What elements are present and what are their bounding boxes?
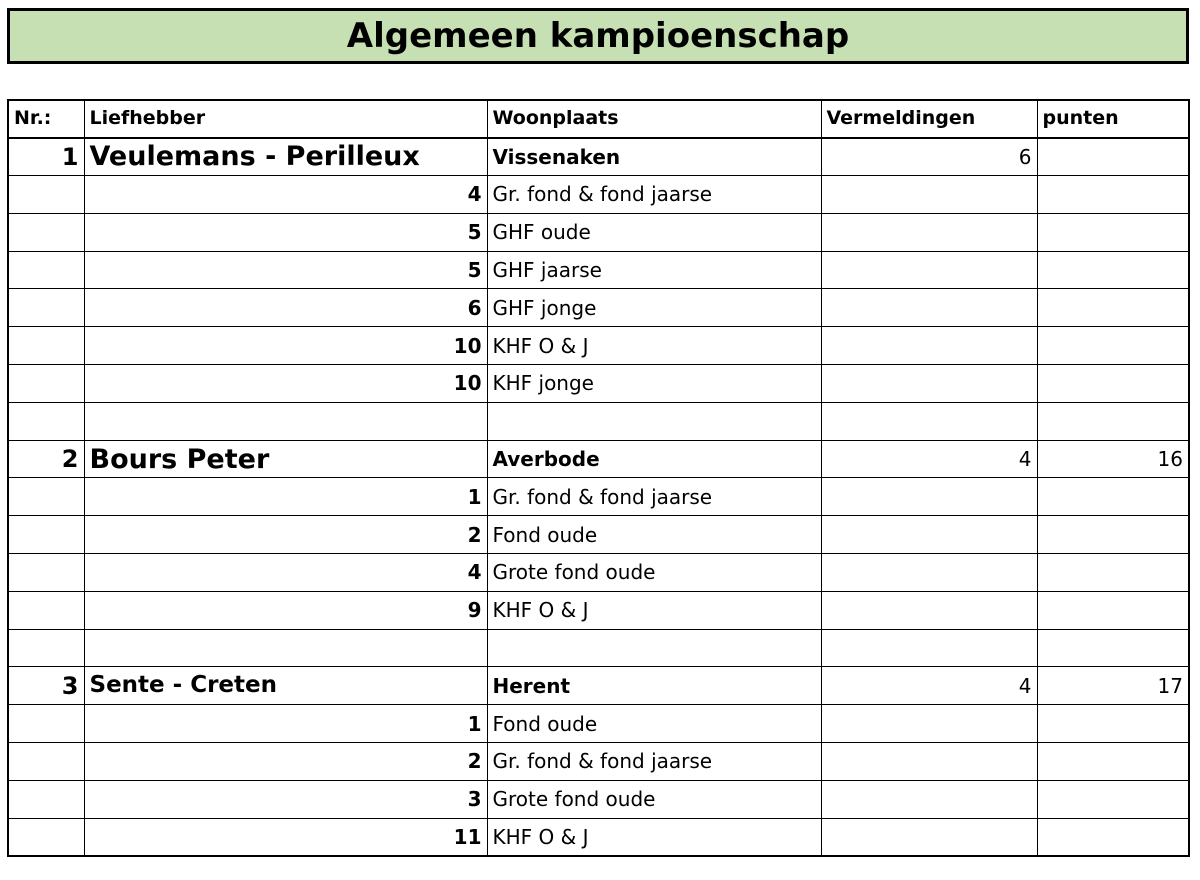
result-row (8, 289, 1189, 327)
result-race: GHF jonge (487, 289, 821, 327)
result-row (8, 780, 1189, 818)
result-row (8, 554, 1189, 592)
header-vermeldingen: Vermeldingen (821, 100, 1037, 138)
entry-woonplaats: Vissenaken (487, 138, 821, 176)
result-row (8, 327, 1189, 365)
result-row (8, 516, 1189, 554)
header-nr: Nr.: (8, 100, 84, 138)
result-place: 2 (84, 516, 487, 554)
result-place: 5 (84, 213, 487, 251)
entry-nr: 2 (8, 440, 84, 478)
spacer-row (8, 402, 1189, 440)
entry-row (8, 440, 1189, 478)
result-race: KHF O & J (487, 327, 821, 365)
result-race: GHF oude (487, 213, 821, 251)
result-race: Grote fond oude (487, 780, 821, 818)
result-place: 4 (84, 554, 487, 592)
result-row (8, 365, 1189, 403)
table-header-row (8, 100, 1189, 138)
entry-punten: 17 (1037, 667, 1189, 705)
entry-row (8, 138, 1189, 176)
entry-name: Bours Peter (84, 440, 487, 478)
entry-punten (1037, 138, 1189, 176)
entry-row (8, 667, 1189, 705)
page-title: Algemeen kampioenschap (7, 8, 1189, 64)
result-place: 10 (84, 365, 487, 403)
result-race: Fond oude (487, 516, 821, 554)
result-place: 1 (84, 478, 487, 516)
spacer-row (8, 629, 1189, 667)
result-race: Grote fond oude (487, 554, 821, 592)
header-liefhebber: Liefhebber (84, 100, 487, 138)
result-place: 11 (84, 818, 487, 856)
entry-punten: 16 (1037, 440, 1189, 478)
result-row (8, 176, 1189, 214)
result-row (8, 743, 1189, 781)
result-place: 5 (84, 251, 487, 289)
entry-vermeldingen: 6 (821, 138, 1037, 176)
result-row (8, 591, 1189, 629)
result-race: Gr. fond & fond jaarse (487, 743, 821, 781)
result-place: 9 (84, 591, 487, 629)
result-row (8, 251, 1189, 289)
result-place: 4 (84, 176, 487, 214)
header-woonplaats: Woonplaats (487, 100, 821, 138)
result-place: 1 (84, 705, 487, 743)
result-race: GHF jaarse (487, 251, 821, 289)
header-punten: punten (1037, 100, 1189, 138)
championship-table (7, 99, 1190, 857)
result-place: 10 (84, 327, 487, 365)
result-row (8, 818, 1189, 856)
entry-woonplaats: Averbode (487, 440, 821, 478)
result-race: KHF jonge (487, 365, 821, 403)
entry-vermeldingen: 4 (821, 667, 1037, 705)
result-race: KHF O & J (487, 591, 821, 629)
entry-woonplaats: Herent (487, 667, 821, 705)
result-row (8, 478, 1189, 516)
result-place: 3 (84, 780, 487, 818)
entry-name: Sente - Creten (84, 667, 487, 705)
result-race: Gr. fond & fond jaarse (487, 478, 821, 516)
result-race: KHF O & J (487, 818, 821, 856)
entry-nr: 1 (8, 138, 84, 176)
result-place: 6 (84, 289, 487, 327)
entry-nr: 3 (8, 667, 84, 705)
result-race: Fond oude (487, 705, 821, 743)
result-place: 2 (84, 743, 487, 781)
result-row (8, 213, 1189, 251)
result-race: Gr. fond & fond jaarse (487, 176, 821, 214)
entry-vermeldingen: 4 (821, 440, 1037, 478)
entry-name: Veulemans - Perilleux (84, 138, 487, 176)
result-row (8, 705, 1189, 743)
